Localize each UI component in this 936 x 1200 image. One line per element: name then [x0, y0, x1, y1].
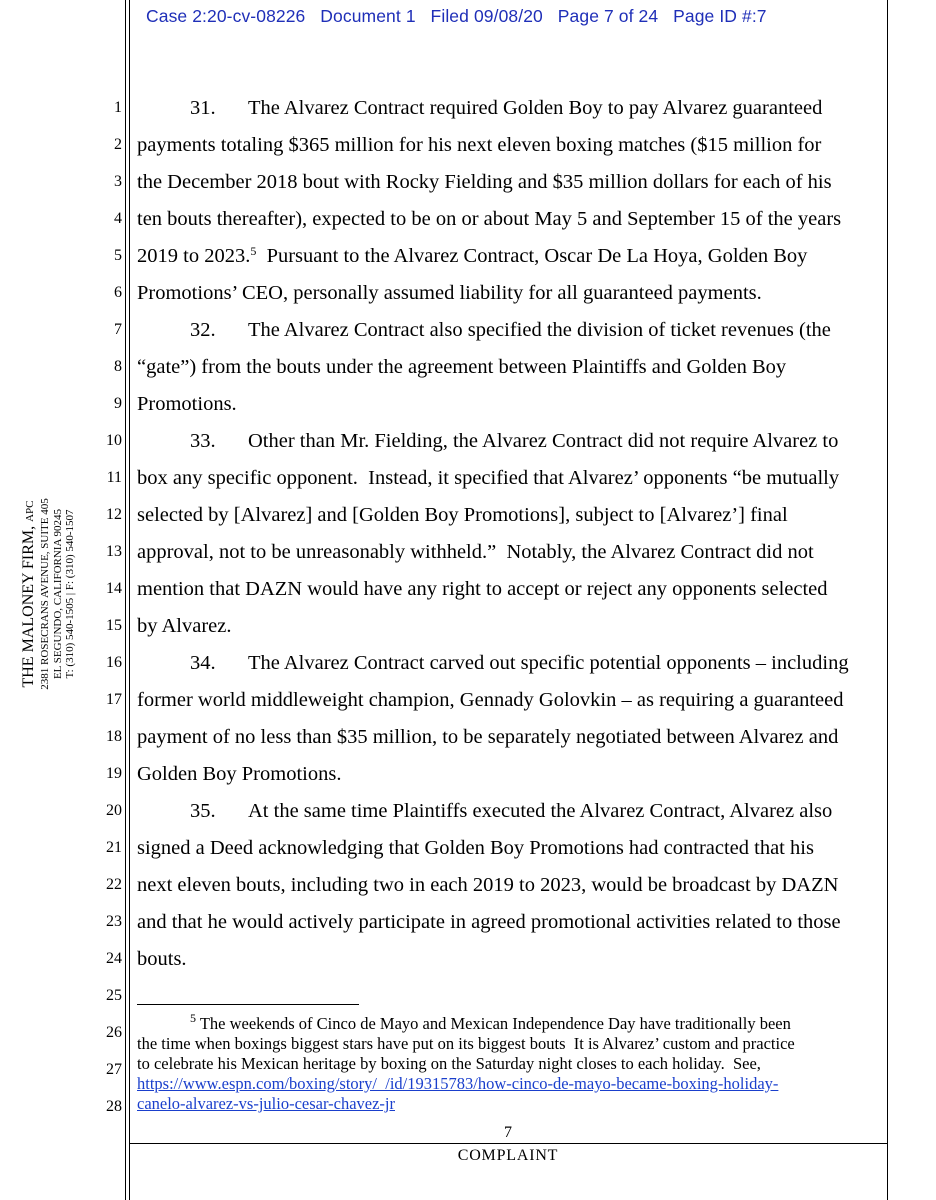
footnote-link[interactable]: canelo-alvarez-vs-julio-cesar-chavez-jr — [137, 1094, 395, 1113]
line-number: 19 — [106, 765, 122, 782]
paragraph-33-line: box any specific opponent. Instead, it specified that Alvarez’ opponents “be mutually — [137, 467, 840, 489]
paragraph-33-line: selected by [Alvarez] and [Golden Boy Promotions], subject to [Alvarez’] final — [137, 504, 788, 526]
line-number: 16 — [106, 654, 122, 671]
footnote-marker: 5 — [190, 1011, 196, 1025]
paragraph-31-line: 31. The Alvarez Contract required Golden Boy to pay Alvarez guaranteed — [190, 97, 823, 119]
line-number: 5 — [114, 247, 122, 264]
line-number: 11 — [106, 469, 122, 486]
line-number: 17 — [106, 691, 122, 708]
paragraph-32-line: 32. The Alvarez Contract also specified the division of ticket revenues (the — [190, 319, 831, 341]
paragraph-number: 33. — [190, 430, 216, 452]
left-margin-rule-outer — [125, 0, 126, 1200]
footnote-link[interactable]: https://www.espn.com/boxing/story/_/id/19315783/how-cinco-de-mayo-became-boxing-holiday- — [137, 1074, 779, 1093]
line-number: 28 — [106, 1098, 122, 1115]
filed-date: Filed 09/08/20 — [430, 6, 543, 26]
firm-address-2: EL SEGUNDO, CALIFORNIA 90245 — [51, 508, 64, 680]
paragraph-35-line: bouts. — [137, 948, 187, 970]
footer-rule — [129, 1143, 887, 1144]
paragraph-31-line: ten bouts thereafter), expected to be on or about May 5 and September 15 of the years — [137, 208, 842, 230]
firm-phone: T: (310) 540-1505 | F: (310) 540-1507 — [63, 509, 76, 679]
footnote-separator — [137, 1004, 359, 1005]
paragraph-32-line: Promotions. — [137, 393, 237, 415]
paragraph-35-line: next eleven bouts, including two in each 2019 to 2023, would be broadcast by DAZN — [137, 874, 839, 896]
paragraph-33-line: mention that DAZN would have any right to accept or reject any opponents selected — [137, 578, 828, 600]
line-number: 15 — [106, 617, 122, 634]
paragraph-33-line: 33. Other than Mr. Fielding, the Alvarez Contract did not require Alvarez to — [190, 430, 839, 452]
paragraph-34-line: payment of no less than $35 million, to be separately negotiated between Alvarez and — [137, 726, 839, 748]
line-number: 14 — [106, 580, 122, 597]
line-number: 12 — [106, 506, 122, 523]
line-number: 26 — [106, 1024, 122, 1041]
footnote-line: $^5$ The weekends of Cinco de Mayo and Mexican Independence Day have traditionally been — [190, 1011, 791, 1033]
line-number: 23 — [106, 913, 122, 930]
paragraph-33-line: by Alvarez. — [137, 615, 232, 637]
right-margin-rule — [887, 0, 888, 1200]
paragraph-34-line: 34. The Alvarez Contract carved out specific potential opponents – including — [190, 652, 849, 674]
line-number: 8 — [114, 358, 122, 375]
paragraph-33-line: approval, not to be unreasonably withheld.” Notably, the Alvarez Contract did not — [137, 541, 814, 563]
paragraph-number: 35. — [190, 800, 216, 822]
paragraph-31-line: Promotions’ CEO, personally assumed liability for all guaranteed payments. — [137, 282, 762, 304]
paragraph-number: 34. — [190, 652, 216, 674]
footnote-reference: 5 — [250, 244, 257, 258]
line-number: 21 — [106, 839, 122, 856]
paragraph-35-line: 35. At the same time Plaintiffs executed the Alvarez Contract, Alvarez also — [190, 800, 833, 822]
firm-name: THE MALONEY FIRM, — [19, 525, 37, 688]
firm-suffix: APC — [23, 500, 36, 522]
line-number: 6 — [114, 284, 122, 301]
footnote-line: to celebrate his Mexican heritage by boxing on the Saturday night closes to each holiday. See, — [137, 1054, 761, 1073]
line-number: 4 — [114, 210, 122, 227]
firm-address-1: 2381 ROSECRANS AVENUE, SUITE 405 — [38, 498, 51, 690]
page-count: Page 7 of 24 — [557, 6, 659, 26]
paragraph-31-line: payments totaling $365 million for his next eleven boxing matches ($15 million for — [137, 134, 822, 156]
line-number: 27 — [106, 1061, 122, 1078]
line-number: 1 — [114, 99, 122, 116]
document-title: COMPLAINT — [457, 1147, 559, 1164]
paragraph-35-line: and that he would actively participate in agreed promotional activities related to those — [137, 911, 841, 933]
line-number: 18 — [106, 728, 122, 745]
line-number: 7 — [114, 321, 122, 338]
line-number: 20 — [106, 802, 122, 819]
left-margin-rule-inner — [129, 0, 130, 1200]
line-number: 3 — [114, 173, 122, 190]
case-number: Case 2:20-cv-08226 — [146, 6, 306, 26]
line-number: 10 — [106, 432, 122, 449]
paragraph-34-line: former world middleweight champion, Gennady Golovkin – as requiring a guaranteed — [137, 689, 844, 711]
line-number: 13 — [106, 543, 122, 560]
paragraph-34-line: Golden Boy Promotions. — [137, 763, 342, 785]
case-header — [146, 6, 767, 27]
paragraph-35-line: signed a Deed acknowledging that Golden Boy Promotions had contracted that his — [137, 837, 814, 859]
paragraph-31-line: the December 2018 bout with Rocky Fielding and $35 million dollars for each of his — [137, 171, 832, 193]
paragraph-number: 32. — [190, 319, 216, 341]
paragraph-number: 31. — [190, 97, 216, 119]
paragraph-31-line: 2019 to 2023.$^5$ Pursuant to the Alvarez Contract, Oscar De La Hoya, Golden Boy — [137, 244, 808, 267]
document-number: Document 1 — [320, 6, 416, 26]
line-number: 24 — [106, 950, 122, 967]
line-number: 22 — [106, 876, 122, 893]
paragraph-32-line: “gate”) from the bouts under the agreement between Plaintiffs and Golden Boy — [137, 356, 787, 378]
footnote-line: the time when boxings biggest stars have put on its biggest bouts It is Alvarez’ custom and practice — [137, 1034, 795, 1053]
page-id: Page ID #:7 — [673, 6, 767, 26]
page-number: 7 — [504, 1124, 512, 1141]
line-number: 2 — [114, 136, 122, 153]
line-number: 9 — [114, 395, 122, 412]
line-number: 25 — [106, 987, 122, 1004]
